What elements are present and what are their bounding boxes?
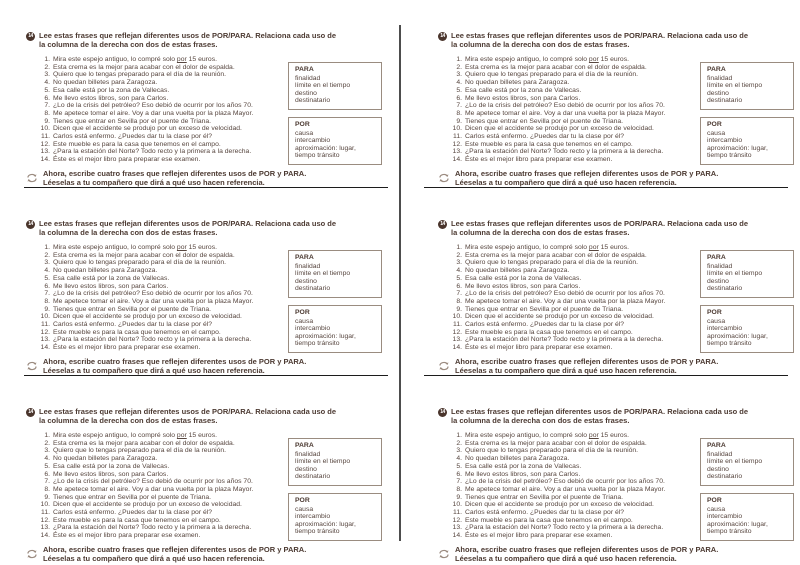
para-box — [288, 438, 382, 486]
pairwork-line2: Léeselas a tu compañero que dirá a qué uso hacen referencia. — [455, 177, 677, 187]
use-label: destino — [707, 89, 729, 97]
por-box-title: POR — [707, 309, 722, 316]
pairwork-line1: Ahora, escribe cuatro frases que reflejen diferentes usos de POR y PARA. — [43, 544, 307, 554]
exercise-header — [438, 407, 792, 425]
por-box-uses — [295, 318, 376, 348]
use-label: destinatario — [707, 97, 743, 105]
pairwork-instructions — [455, 545, 718, 563]
sentence-item: 1. Mira este espejo antiguo, lo compré solo por 15 euros. — [456, 432, 629, 439]
pairwork-line1: Ahora, escribe cuatro frases que reflejen diferentes usos de POR y PARA. — [455, 544, 719, 554]
para-box — [700, 250, 794, 298]
exercise-number-badge: 14 — [26, 408, 35, 417]
use-label: límite en el tiempo — [295, 458, 351, 466]
use-label: límite en el tiempo — [707, 458, 763, 466]
sentence-item: 12. Este mueble es para la casa que tenemos en el campo. — [40, 516, 221, 524]
sentence-item: 2. Esta crema es la mejor para acabar con el dolor de espalda. — [456, 251, 647, 259]
por-box-title: POR — [295, 121, 310, 128]
para-box-uses — [707, 263, 788, 293]
sentence-item: 8. Me apetece tomar el aire. Voy a dar una vuelta por la plaza Mayor. — [456, 109, 666, 117]
sentence-item: 3. Quiero que lo tengas preparado para el día de la reunión. — [456, 259, 639, 267]
sentence-item: 10. Dicen que el accidente se produjo por un exceso de velocidad. — [452, 313, 654, 321]
use-label: finalidad — [295, 74, 321, 82]
sentence-item: 2. Esta crema es la mejor para acabar con el dolor de espalda. — [44, 439, 235, 447]
sentence-item: 1. Mira este espejo antiguo, lo compré solo por 15 euros. — [44, 432, 217, 439]
sentence-item: 9. Tienes que entrar en Sevilla por el puente de Triana. — [456, 493, 624, 501]
pairwork-line2: Léeselas a tu compañero que dirá a qué uso hacen referencia. — [455, 365, 677, 375]
sentence-item: 13. ¿Para la estación del Norte? Todo recto y la primera a la derecha. — [40, 336, 252, 344]
sentence-item: 14. Éste es el mejor libro para preparar ese examen. — [452, 344, 613, 352]
sentence-item: 7. ¿Lo de la crisis del petróleo? Eso debió de ocurrir por los años 70. — [44, 102, 253, 110]
pairwork-line2: Léeselas a tu compañero que dirá a qué uso hacen referencia. — [43, 553, 265, 563]
sentence-item: 10. Dicen que el accidente se produjo por un exceso de velocidad. — [40, 313, 242, 321]
use-label: destinatario — [295, 97, 331, 105]
sentence-item: 6. Me llevo estos libros, son para Carlos. — [456, 282, 581, 290]
exercise-number-badge: 14 — [26, 220, 35, 229]
exercise-header — [26, 31, 392, 49]
sentence-item: 1. Mira este espejo antiguo, lo compré solo por 15 euros. — [456, 244, 629, 251]
sentence-list — [36, 432, 304, 540]
use-label: destino — [707, 277, 729, 285]
sentence-item: 11. Carlos está enfermo. ¿Puedes dar tu la clase por él? — [453, 321, 625, 329]
sentence-item: 2. Esta crema es la mejor para acabar con el dolor de espalda. — [456, 63, 647, 71]
sentence-item: 10. Dicen que el accidente se produjo por un exceso de velocidad. — [452, 125, 654, 133]
sentence-item: 7. ¿Lo de la crisis del petróleo? Eso debió de ocurrir por los años 70. — [44, 290, 253, 298]
worksheet-copy — [0, 0, 400, 188]
para-box-uses — [707, 75, 788, 105]
pairwork-line1: Ahora, escribe cuatro frases que reflejen diferentes usos de POR y PARA. — [455, 356, 719, 366]
use-label: destino — [295, 277, 317, 285]
sentence-item: 5. Esa calle está por la zona de Vallecas. — [44, 86, 170, 94]
use-label: destino — [707, 465, 729, 473]
sentence-list — [448, 244, 716, 352]
sentence-item: 5. Esa calle está por la zona de Vallecas. — [456, 86, 582, 94]
use-label: causa — [295, 317, 314, 325]
worksheet-copy — [0, 376, 400, 565]
worksheet-copy — [400, 376, 800, 565]
sentence-item: 2. Esta crema es la mejor para acabar con el dolor de espalda. — [44, 251, 235, 259]
pairwork-footer — [438, 357, 792, 375]
sentence-list — [36, 244, 304, 352]
pairwork-instructions — [43, 545, 306, 563]
exercise-instructions: Lee estas frases que reflejan diferentes usos de POR/PARA. Relaciona cada uso de la columna de la derecha con dos de estas frases. — [451, 407, 749, 425]
use-label: causa — [295, 505, 314, 513]
sentence-item: 12. Este mueble es para la casa que tenemos en el campo. — [452, 140, 633, 148]
por-box — [700, 493, 794, 541]
exercise-header — [438, 31, 792, 49]
sentence-item: 7. ¿Lo de la crisis del petróleo? Eso debió de ocurrir por los años 70. — [44, 478, 253, 486]
exercise-instructions: Lee estas frases que reflejan diferentes usos de POR/PARA. Relaciona cada uso de la columna de la derecha con dos de estas frases. — [39, 31, 337, 49]
sentence-item: 4. No quedan billetes para Zaragoza. — [456, 455, 570, 463]
para-box-uses — [295, 75, 376, 105]
para-box-uses — [295, 263, 376, 293]
sentence-list — [36, 56, 304, 164]
sentence-item: 2. Esta crema es la mejor para acabar con el dolor de espalda. — [456, 439, 647, 447]
para-box-title: PARA — [295, 254, 314, 261]
pair-work-icon — [438, 170, 450, 180]
sentence-item: 4. No quedan billetes para Zaragoza. — [44, 79, 158, 87]
sentence-item: 8. Me apetece tomar el aire. Voy a dar una vuelta por la plaza Mayor. — [44, 297, 254, 305]
para-box — [288, 62, 382, 110]
exercise-header — [26, 407, 392, 425]
para-box-uses — [707, 451, 788, 481]
worksheet-copy — [400, 188, 800, 376]
por-box-uses — [707, 130, 788, 160]
use-label: finalidad — [295, 262, 321, 270]
sentence-item: 6. Me llevo estos libros, son para Carlos. — [44, 94, 169, 102]
sentence-item: 10. Dicen que el accidente se produjo por un exceso de velocidad. — [40, 125, 242, 133]
use-label: límite en el tiempo — [707, 82, 763, 90]
exercise-header — [26, 219, 392, 237]
sentence-item: 1. Mira este espejo antiguo, lo compré solo por 15 euros. — [456, 56, 629, 63]
sentence-item: 9. Tienes que entrar en Sevilla por el puente de Triana. — [456, 117, 624, 125]
use-label: intercambio — [295, 325, 331, 333]
sentence-item: 9. Tienes que entrar en Sevilla por el puente de Triana. — [456, 305, 624, 313]
pairwork-line2: Léeselas a tu compañero que dirá a qué uso hacen referencia. — [43, 177, 265, 187]
sentence-item: 7. ¿Lo de la crisis del petróleo? Eso debió de ocurrir por los años 70. — [456, 102, 665, 110]
use-label: destino — [295, 465, 317, 473]
sentence-item: 14. Éste es el mejor libro para preparar ese examen. — [452, 532, 613, 540]
use-label: destinatario — [295, 473, 331, 481]
por-box — [700, 305, 794, 353]
use-label: finalidad — [707, 74, 733, 82]
sentence-item: 5. Esa calle está por la zona de Vallecas. — [456, 462, 582, 470]
use-label: causa — [707, 505, 726, 513]
use-label: aproximación: lugar, tiempo tránsito — [707, 332, 768, 348]
sentence-item: 2. Esta crema es la mejor para acabar con el dolor de espalda. — [44, 63, 235, 71]
use-label: aproximación: lugar, tiempo tránsito — [295, 144, 356, 160]
pair-work-icon — [26, 170, 38, 180]
para-box — [700, 62, 794, 110]
sentence-item: 11. Carlos está enfermo. ¿Puedes dar tu la clase por él? — [41, 321, 213, 329]
exercise-header — [438, 219, 792, 237]
sentence-item: 13. ¿Para la estación del Norte? Todo recto y la primera a la derecha. — [40, 524, 252, 532]
sentence-item: 13. ¿Para la estación del Norte? Todo recto y la primera a la derecha. — [452, 524, 664, 532]
sentence-item: 9. Tienes que entrar en Sevilla por el puente de Triana. — [44, 305, 212, 313]
por-box-title: POR — [295, 309, 310, 316]
sentence-item: 8. Me apetece tomar el aire. Voy a dar una vuelta por la plaza Mayor. — [456, 485, 666, 493]
pairwork-footer — [438, 545, 792, 563]
exercise-number-badge: 14 — [438, 220, 447, 229]
use-label: destinatario — [707, 473, 743, 481]
column-divider-line — [399, 25, 401, 541]
exercise-number-badge: 14 — [26, 32, 35, 41]
sentence-item: 13. ¿Para la estación del Norte? Todo recto y la primera a la derecha. — [452, 336, 664, 344]
sentence-item: 8. Me apetece tomar el aire. Voy a dar una vuelta por la plaza Mayor. — [456, 297, 666, 305]
sentence-item: 4. No quedan billetes para Zaragoza. — [456, 267, 570, 275]
sentence-item: 5. Esa calle está por la zona de Vallecas. — [456, 274, 582, 282]
por-box — [288, 493, 382, 541]
sentence-item: 10. Dicen que el accidente se produjo por un exceso de velocidad. — [40, 501, 242, 509]
pairwork-instructions — [455, 357, 718, 375]
sentence-item: 11. Carlos está enfermo. ¿Puedes dar tu la clase por él? — [453, 133, 625, 141]
sentence-item: 12. Este mueble es para la casa que tenemos en el campo. — [452, 516, 633, 524]
use-label: causa — [707, 317, 726, 325]
sentence-item: 3. Quiero que lo tengas preparado para el día de la reunión. — [456, 447, 639, 455]
por-box — [288, 305, 382, 353]
sentence-item: 12. Este mueble es para la casa que tenemos en el campo. — [40, 328, 221, 336]
pairwork-footer — [26, 169, 392, 187]
pairwork-footer — [438, 169, 792, 187]
use-label: finalidad — [707, 262, 733, 270]
pairwork-line1: Ahora, escribe cuatro frases que reflejen diferentes usos de POR y PARA. — [43, 168, 307, 178]
sentence-item: 5. Esa calle está por la zona de Vallecas. — [44, 274, 170, 282]
sentence-item: 9. Tienes que entrar en Sevilla por el puente de Triana. — [44, 117, 212, 125]
sentence-item: 10. Dicen que el accidente se produjo por un exceso de velocidad. — [452, 501, 654, 509]
sentence-item: 4. No quedan billetes para Zaragoza. — [44, 455, 158, 463]
sentence-item: 14. Éste es el mejor libro para preparar ese examen. — [40, 156, 201, 164]
por-box-uses — [707, 506, 788, 536]
sentence-item: 1. Mira este espejo antiguo, lo compré solo por 15 euros. — [44, 56, 217, 63]
sentence-item: 3. Quiero que lo tengas preparado para el día de la reunión. — [44, 71, 227, 79]
use-label: intercambio — [295, 137, 331, 145]
para-box-title: PARA — [295, 442, 314, 449]
exercise-number-badge: 14 — [438, 408, 447, 417]
sentence-list — [448, 56, 716, 164]
sentence-item: 9. Tienes que entrar en Sevilla por el puente de Triana. — [44, 493, 212, 501]
sentence-item: 11. Carlos está enfermo. ¿Puedes dar tu la clase por él? — [453, 509, 625, 517]
use-label: intercambio — [295, 513, 331, 521]
use-label: causa — [707, 129, 726, 137]
por-box-title: POR — [707, 497, 722, 504]
por-box-uses — [295, 506, 376, 536]
por-box-title: POR — [295, 497, 310, 504]
sentence-item: 12. Este mueble es para la casa que tenemos en el campo. — [40, 140, 221, 148]
sentence-item: 12. Este mueble es para la casa que tenemos en el campo. — [452, 328, 633, 336]
sentence-item: 14. Éste es el mejor libro para preparar ese examen. — [452, 156, 613, 164]
exercise-instructions: Lee estas frases que reflejan diferentes usos de POR/PARA. Relaciona cada uso de la columna de la derecha con dos de estas frases. — [451, 31, 749, 49]
sentence-item: 4. No quedan billetes para Zaragoza. — [456, 79, 570, 87]
para-box-title: PARA — [295, 66, 314, 73]
use-label: límite en el tiempo — [295, 270, 351, 278]
pairwork-instructions — [43, 169, 306, 187]
para-box — [288, 250, 382, 298]
pair-work-icon — [26, 358, 38, 368]
sentence-item: 11. Carlos está enfermo. ¿Puedes dar tu la clase por él? — [41, 509, 213, 517]
pair-work-icon — [438, 546, 450, 556]
exercise-instructions: Lee estas frases que reflejan diferentes usos de POR/PARA. Relaciona cada uso de la columna de la derecha con dos de estas frases. — [39, 219, 337, 237]
por-box — [700, 117, 794, 165]
sentence-item: 6. Me llevo estos libros, son para Carlos. — [456, 94, 581, 102]
pairwork-line1: Ahora, escribe cuatro frases que reflejen diferentes usos de POR y PARA. — [455, 168, 719, 178]
por-box-uses — [707, 318, 788, 348]
use-label: límite en el tiempo — [295, 82, 351, 90]
sentence-item: 14. Éste es el mejor libro para preparar ese examen. — [40, 344, 201, 352]
para-box-title: PARA — [707, 66, 726, 73]
para-box-uses — [295, 451, 376, 481]
pairwork-footer — [26, 357, 392, 375]
sentence-item: 8. Me apetece tomar el aire. Voy a dar una vuelta por la plaza Mayor. — [44, 109, 254, 117]
pairwork-instructions — [455, 169, 718, 187]
use-label: aproximación: lugar, tiempo tránsito — [707, 144, 768, 160]
por-box-uses — [295, 130, 376, 160]
para-box-title: PARA — [707, 442, 726, 449]
sentence-item: 6. Me llevo estos libros, son para Carlos. — [456, 470, 581, 478]
pairwork-line2: Léeselas a tu compañero que dirá a qué uso hacen referencia. — [43, 365, 265, 375]
exercise-number-badge: 14 — [438, 32, 447, 41]
sentence-item: 8. Me apetece tomar el aire. Voy a dar una vuelta por la plaza Mayor. — [44, 485, 254, 493]
exercise-instructions: Lee estas frases que reflejan diferentes usos de POR/PARA. Relaciona cada uso de la columna de la derecha con dos de estas frases. — [39, 407, 337, 425]
use-label: límite en el tiempo — [707, 270, 763, 278]
sentence-item: 7. ¿Lo de la crisis del petróleo? Eso debió de ocurrir por los años 70. — [456, 290, 665, 298]
use-label: aproximación: lugar, tiempo tránsito — [707, 520, 768, 536]
sentence-item: 3. Quiero que lo tengas preparado para el día de la reunión. — [44, 447, 227, 455]
pairwork-line1: Ahora, escribe cuatro frases que reflejen diferentes usos de POR y PARA. — [43, 356, 307, 366]
use-label: intercambio — [707, 137, 743, 145]
sentence-item: 11. Carlos está enfermo. ¿Puedes dar tu la clase por él? — [41, 133, 213, 141]
sentence-item: 4. No quedan billetes para Zaragoza. — [44, 267, 158, 275]
sentence-item: 7. ¿Lo de la crisis del petróleo? Eso debió de ocurrir por los años 70. — [456, 478, 665, 486]
use-label: aproximación: lugar, tiempo tránsito — [295, 332, 356, 348]
worksheet-copy — [400, 0, 800, 188]
pair-work-icon — [438, 358, 450, 368]
use-label: destinatario — [295, 285, 331, 293]
para-box-title: PARA — [707, 254, 726, 261]
use-label: destinatario — [707, 285, 743, 293]
use-label: finalidad — [295, 450, 321, 458]
pairwork-footer — [26, 545, 392, 563]
sentence-item: 3. Quiero que lo tengas preparado para el día de la reunión. — [44, 259, 227, 267]
use-label: intercambio — [707, 513, 743, 521]
por-box — [288, 117, 382, 165]
use-label: aproximación: lugar, tiempo tránsito — [295, 520, 356, 536]
por-box-title: POR — [707, 121, 722, 128]
sentence-item: 3. Quiero que lo tengas preparado para el día de la reunión. — [456, 71, 639, 79]
worksheet-copy — [0, 188, 400, 376]
use-label: destino — [295, 89, 317, 97]
pairwork-instructions — [43, 357, 306, 375]
sentence-item: 13. ¿Para la estación del Norte? Todo recto y la primera a la derecha. — [452, 148, 664, 156]
pairwork-line2: Léeselas a tu compañero que dirá a qué uso hacen referencia. — [455, 553, 677, 563]
pair-work-icon — [26, 546, 38, 556]
sentence-item: 14. Éste es el mejor libro para preparar ese examen. — [40, 532, 201, 540]
para-box — [700, 438, 794, 486]
use-label: finalidad — [707, 450, 733, 458]
use-label: causa — [295, 129, 314, 137]
use-label: intercambio — [707, 325, 743, 333]
exercise-instructions: Lee estas frases que reflejan diferentes usos de POR/PARA. Relaciona cada uso de la columna de la derecha con dos de estas frases. — [451, 219, 749, 237]
sentence-item: 6. Me llevo estos libros, son para Carlos. — [44, 470, 169, 478]
sentence-item: 6. Me llevo estos libros, son para Carlos. — [44, 282, 169, 290]
sentence-list — [448, 432, 716, 540]
sentence-item: 13. ¿Para la estación del Norte? Todo recto y la primera a la derecha. — [40, 148, 252, 156]
sentence-item: 1. Mira este espejo antiguo, lo compré solo por 15 euros. — [44, 244, 217, 251]
sentence-item: 5. Esa calle está por la zona de Vallecas. — [44, 462, 170, 470]
